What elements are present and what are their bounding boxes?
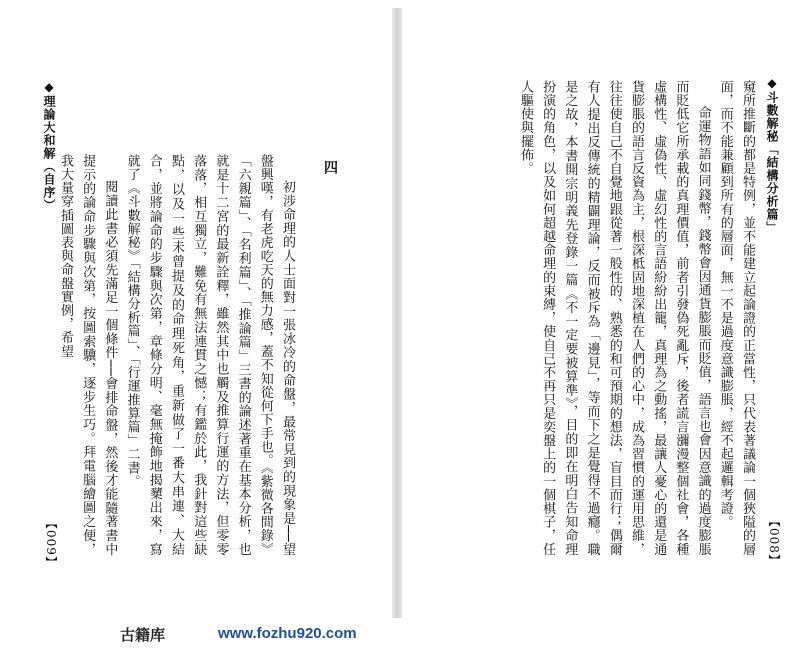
page-008	[402, 0, 793, 620]
paragraph-left-2: 閱讀此書必須先滿足一個條件──會排命盤，然後才能隨著書中提示的論命步驟與次第，按圖索驥，逐步生巧。拜電腦繪圖之便，我大量穿插圖表與命盤實例，希望	[57, 154, 118, 556]
paragraph-left-1: 初涉命理的人士面對一張冰冷的命盤，最常見到的現象是──望盤興嘆，有老虎吃天的無力感，蓋不知從何下手也。《紫微各間錄》「六親篇」、「名利篇」、「推論篇」三書的論述著重在基本分析，也就是十二宮的最新詮釋，雖然其中也觸及推算行運的方法，但零零落落，相互獨立，難免有無法連貫之憾；有鑑於此，我針對這些缺點，以及一些未曾提及的命理死角，重新做了一番大串連、大結合，並將論命的步驟與次第，章條分明、毫無掩飾地揭櫫出來，寫就了《斗數解秘》「結構分析篇」、「行運推算篇」二書。	[124, 154, 295, 556]
page-number-right: 【008】	[767, 515, 781, 567]
section-number: 四	[322, 160, 338, 174]
text-column-left	[57, 154, 298, 556]
site-brand: 古籍库	[120, 627, 166, 644]
text-column-right	[462, 80, 758, 556]
book-gutter	[392, 8, 402, 618]
page-009	[0, 0, 392, 620]
site-url[interactable]: www.fozhu920.com	[218, 625, 357, 642]
running-head-left: ◆理論大和解（自序）	[42, 80, 56, 212]
running-head-right: ◆斗數解秘「結構分析篇」	[765, 76, 779, 234]
paragraph-right-2: 命運物語如同錢幣，錢幣會因通貨膨脹而貶值，語言也會因意識的過度膨脹而貶低它所承載的真理價值，前者引發偽死亂斥，後者謊言瀰漫整個社會，各種虛構性、虛偽性、虛幻性的言語紛紛出籠，真理為之動搖，最讓人憂心的還是通貨膨脹的語言反資為主，根深柢固地深植在人們的心中，成為習慣的運用思維，往往使自己不自覺地跟從著一般性的、熟悉的和可預期的想法，盲目而行；偶爾有人提出反傳統的精闢理論，反而被斥為「邊見」，等而下之是覺得不過癮。職是之故，本書開宗明義先登錄一篇《不一定要被算準》，目的即在明白告知命理扮演的角色，以及如何超越命理的束縛，使自己不再只是奕盤上的一個棋子，任人驅使與擺佈。	[517, 80, 711, 556]
watermark-footer	[0, 622, 793, 648]
paragraph-right-1: 窺所推斷的都是特例，並不能建立起論證的正當性，只代表著議論一個狹隘的層面，而不能兼顧到所有的層面，無一不是過度意識膨脹，經不起邏輯考證。	[717, 80, 755, 556]
page-number-left: 【009】	[44, 517, 58, 569]
